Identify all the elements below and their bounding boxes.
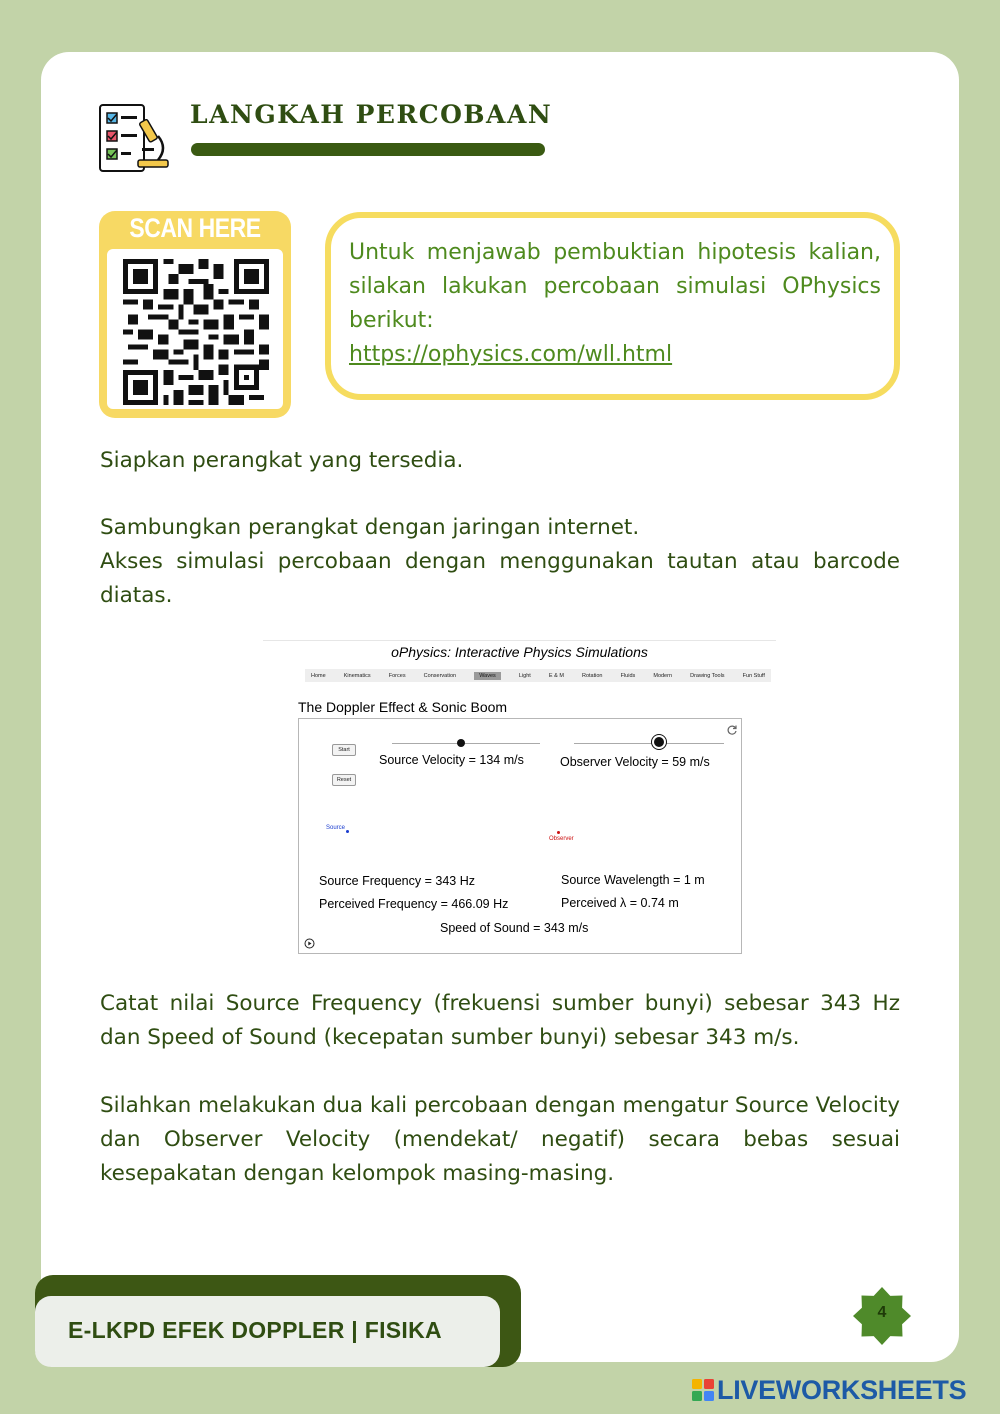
step-3-text: Akses simulasi percobaan dengan menggunakan tautan atau barcode diatas. [100, 549, 900, 608]
step-4-text: Catat nilai Source Frequency (frekuensi sumber bunyi) sebesar 343 Hz dan Speed of Sound (kecepatan sumber bunyi) sebesar 343 m/s. [100, 991, 900, 1050]
info-text: Untuk menjawab pembuktian hipotesis kalian, silakan lakukan percobaan simulasi OPhysics berikut: [349, 240, 881, 333]
liveworksheets-text: LIVEWORKSHEETS [717, 1374, 967, 1405]
liveworksheets-logo-icon [692, 1379, 714, 1401]
step-2-text: Sambungkan perangkat dengan jaringan internet. [100, 515, 640, 540]
sim-nav-kinematics[interactable]: Kinematics [343, 672, 371, 679]
sim-frame [298, 718, 742, 954]
source-velocity-label: Source Velocity = 134 m/s [379, 753, 524, 767]
sim-top-rule [263, 640, 776, 641]
perceived-frequency-readout: Perceived Frequency = 466.09 Hz [319, 897, 509, 911]
sim-start-button[interactable]: Start [332, 744, 356, 756]
checklist-microscope-icon [98, 102, 174, 174]
simulation-screenshot [263, 640, 776, 958]
sim-nav-rotation[interactable]: Rotation [582, 672, 603, 679]
observer-velocity-slider[interactable] [574, 743, 724, 744]
sim-nav-conservation[interactable]: Conservation [423, 672, 457, 679]
play-icon[interactable] [304, 938, 315, 949]
source-velocity-slider[interactable] [392, 743, 540, 744]
refresh-icon[interactable] [726, 724, 738, 736]
speed-of-sound-readout: Speed of Sound = 343 m/s [440, 921, 589, 935]
page-number: 4 [877, 1304, 887, 1321]
simulation-link[interactable]: https://ophysics.com/wll.html [349, 342, 673, 367]
sim-nav-fluids[interactable]: Fluids [620, 672, 636, 679]
sim-nav-drawing-tools[interactable]: Drawing Tools [690, 672, 725, 679]
section-title: LANGKAH PERCOBAAN [190, 100, 553, 129]
sim-nav-waves[interactable]: Waves [474, 672, 501, 680]
step-5-text: Silahkan melakukan dua kali percobaan dengan mengatur Source Velocity dan Observer Velocity (mendekat/ negatif) secara bebas sesuai kesepakatan dengan kelompok masing-masing. [100, 1093, 900, 1186]
source-dot [346, 830, 349, 833]
step-1-text: Siapkan perangkat yang tersedia. [100, 448, 464, 473]
source-label: Source [326, 825, 346, 831]
qr-label: SCAN HERE [129, 213, 261, 243]
sim-nav-em[interactable]: E & M [548, 672, 564, 679]
source-velocity-handle[interactable] [457, 739, 465, 747]
observer-velocity-label: Observer Velocity = 59 m/s [560, 755, 710, 769]
sim-nav-light[interactable]: Light [518, 672, 531, 679]
liveworksheets-watermark [692, 1376, 966, 1404]
sim-nav-home[interactable]: Home [311, 672, 326, 679]
sim-nav-fun-stuff[interactable]: Fun Stuff [742, 672, 765, 679]
perceived-wavelength-readout: Perceived λ = 0.74 m [561, 896, 679, 910]
title-underline [191, 143, 545, 156]
sim-heading: The Doppler Effect & Sonic Boom [298, 699, 508, 715]
observer-dot [557, 831, 560, 834]
sim-nav-forces[interactable]: Forces [388, 672, 406, 679]
source-frequency-readout: Source Frequency = 343 Hz [319, 874, 475, 888]
footer-title: E-LKPD EFEK DOPPLER | FISIKA [68, 1317, 442, 1343]
sim-site-title: oPhysics: Interactive Physics Simulations [391, 644, 648, 660]
observer-velocity-handle[interactable] [654, 737, 664, 747]
qr-code-icon[interactable] [123, 259, 269, 405]
observer-label: Observer [549, 836, 574, 842]
sim-nav-modern[interactable]: Modern [653, 672, 673, 679]
source-wavelength-readout: Source Wavelength = 1 m [561, 873, 705, 887]
sim-nav-bar [305, 669, 771, 682]
sim-reset-button[interactable]: Reset [332, 774, 356, 786]
